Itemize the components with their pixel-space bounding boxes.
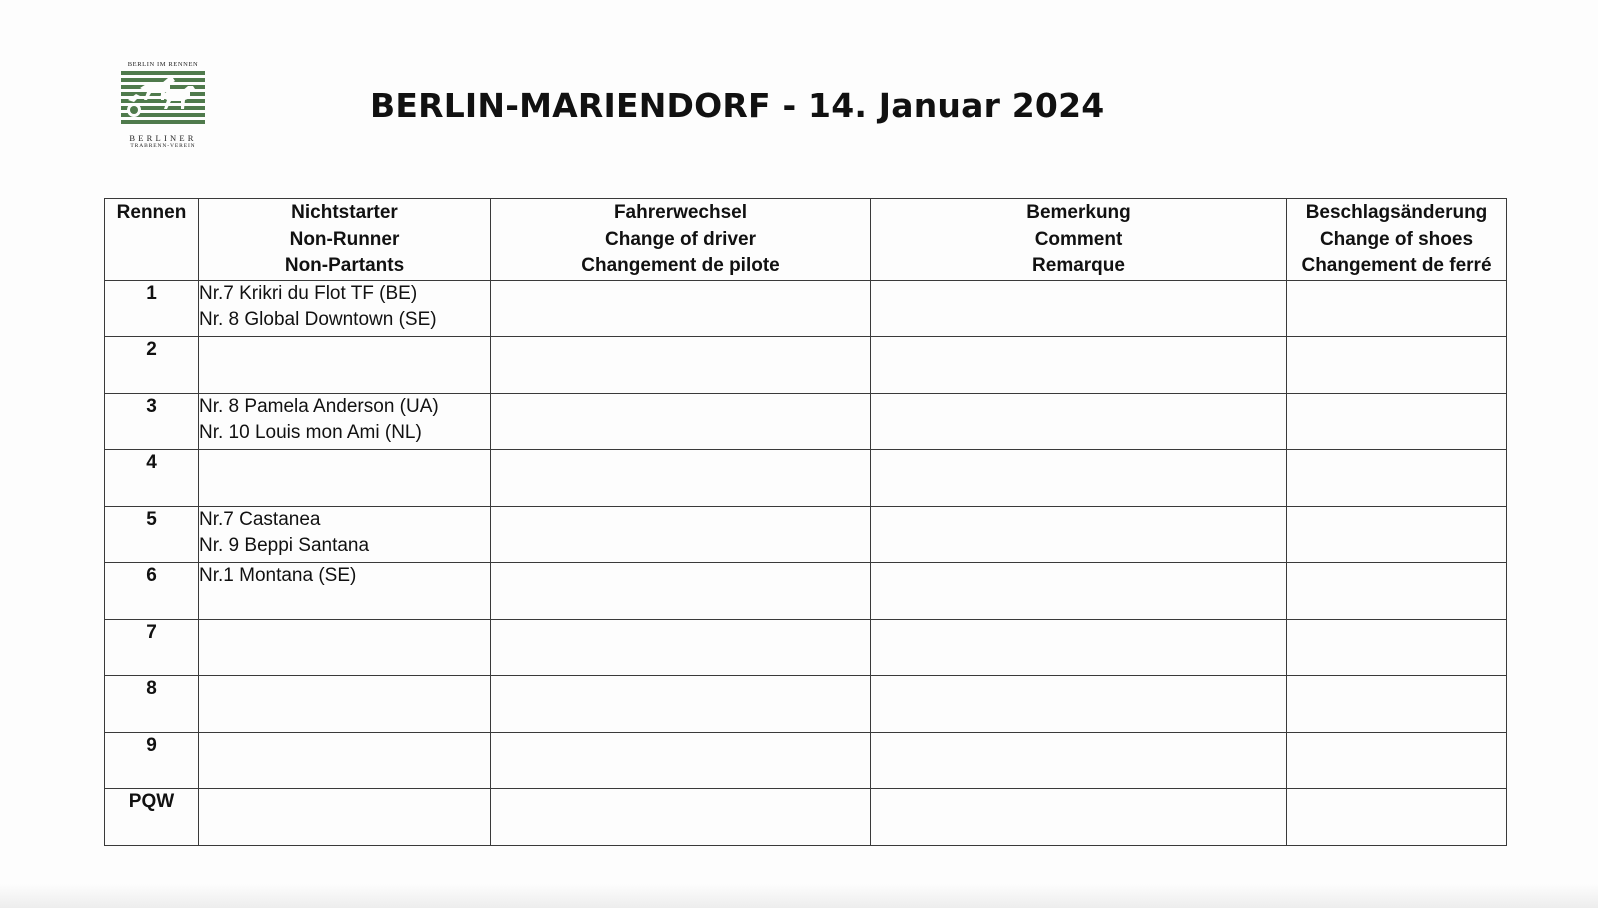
table-row [105,676,1507,733]
comment-cell [871,563,1287,620]
race-number-cell: 4 [105,450,199,507]
race-number-cell: PQW [105,789,199,846]
comment-cell [871,393,1287,450]
header-line: Fahrerwechsel [613,202,748,223]
race-number-cell: 6 [105,563,199,620]
comment-cell [871,732,1287,789]
comment-cell [871,450,1287,507]
race-number-cell: 9 [105,732,199,789]
shoe-change-cell [1287,732,1507,789]
table-body [105,280,1507,845]
nonrunner-entry: Nr. 8 Pamela Anderson (UA) [199,395,439,417]
driver-change-cell [491,337,871,394]
nonrunner-cell [199,450,491,507]
nonrunner-entry: Nr.7 Krikri du Flot TF (BE) [199,282,418,304]
header-driver-change [491,199,871,281]
driver-change-cell [491,563,871,620]
race-number-cell: 1 [105,280,199,337]
header-comment [871,199,1287,281]
shoe-change-cell [1287,506,1507,563]
header-line: Non-Runner [289,228,400,250]
table-row [105,732,1507,789]
nonrunner-cell [199,619,491,676]
header-shoe-change [1287,199,1507,281]
berliner-trabrenn-verein-logo [118,60,208,152]
header-line: Change of shoes [1319,228,1474,250]
comment-cell [871,280,1287,337]
comment-cell [871,789,1287,846]
table-row [105,563,1507,620]
table-row [105,337,1507,394]
race-number-cell: 3 [105,393,199,450]
page-title: BERLIN-MARIENDORF - 14. Januar 2024 [370,86,1105,125]
nonrunner-cell [199,506,491,563]
header-line: Changement de ferré [1301,255,1492,276]
trotting-horse-logo-icon [118,70,208,126]
race-number-cell: 5 [105,506,199,563]
table-row [105,450,1507,507]
race-number-cell: 8 [105,676,199,733]
shoe-change-cell [1287,563,1507,620]
driver-change-cell [491,280,871,337]
header-nonrunner [199,199,491,281]
header-line: Beschlagsänderung [1305,202,1488,223]
header-race [105,199,199,281]
nonrunner-cell [199,337,491,394]
header-line: Change of driver [605,228,756,250]
driver-change-cell [491,789,871,846]
nonrunner-cell [199,732,491,789]
nonrunner-cell [199,789,491,846]
nonrunner-cell [199,563,491,620]
table-row [105,789,1507,846]
header-line: Nichtstarter [291,202,398,223]
shoe-change-cell [1287,676,1507,733]
driver-change-cell [491,506,871,563]
race-number-cell: 7 [105,619,199,676]
page-bottom-edge [0,884,1598,908]
table-header-row [105,199,1507,281]
driver-change-cell [491,732,871,789]
nonrunner-entry: Nr. 8 Global Downtown (SE) [199,309,437,330]
header-line: Bemerkung [1026,202,1131,223]
nonrunner-entry: Nr.7 Castanea [199,508,321,530]
driver-change-cell [491,393,871,450]
table-row [105,619,1507,676]
nonrunner-table [104,198,1507,846]
table-row [105,506,1507,563]
logo-sub-text: TRABRENN-VEREIN [130,143,196,149]
nonrunner-entry: Nr. 10 Louis mon Ami (NL) [199,422,422,443]
comment-cell [871,676,1287,733]
logo-top-text: BERLIN IM RENNEN [127,61,199,68]
header-line: Remarque [1032,255,1125,276]
header-line: Changement de pilote [581,255,780,276]
comment-cell [871,619,1287,676]
shoe-change-cell [1287,789,1507,846]
header-line: Non-Partants [284,255,405,276]
shoe-change-cell [1287,337,1507,394]
nonrunner-entry: Nr. 9 Beppi Santana [199,535,370,556]
nonrunner-cell [199,676,491,733]
comment-cell [871,506,1287,563]
driver-change-cell [491,619,871,676]
comment-cell [871,337,1287,394]
driver-change-cell [491,450,871,507]
shoe-change-cell [1287,450,1507,507]
shoe-change-cell [1287,393,1507,450]
nonrunner-cell [199,280,491,337]
race-number-cell: 2 [105,337,199,394]
header-race-label: Rennen [116,202,187,223]
table-row [105,393,1507,450]
logo-name-text: BERLINER [129,133,197,143]
table-row [105,280,1507,337]
nonrunner-cell [199,393,491,450]
shoe-change-cell [1287,280,1507,337]
header-line: Comment [1034,228,1123,250]
driver-change-cell [491,676,871,733]
nonrunner-entry: Nr.1 Montana (SE) [199,565,357,586]
shoe-change-cell [1287,619,1507,676]
